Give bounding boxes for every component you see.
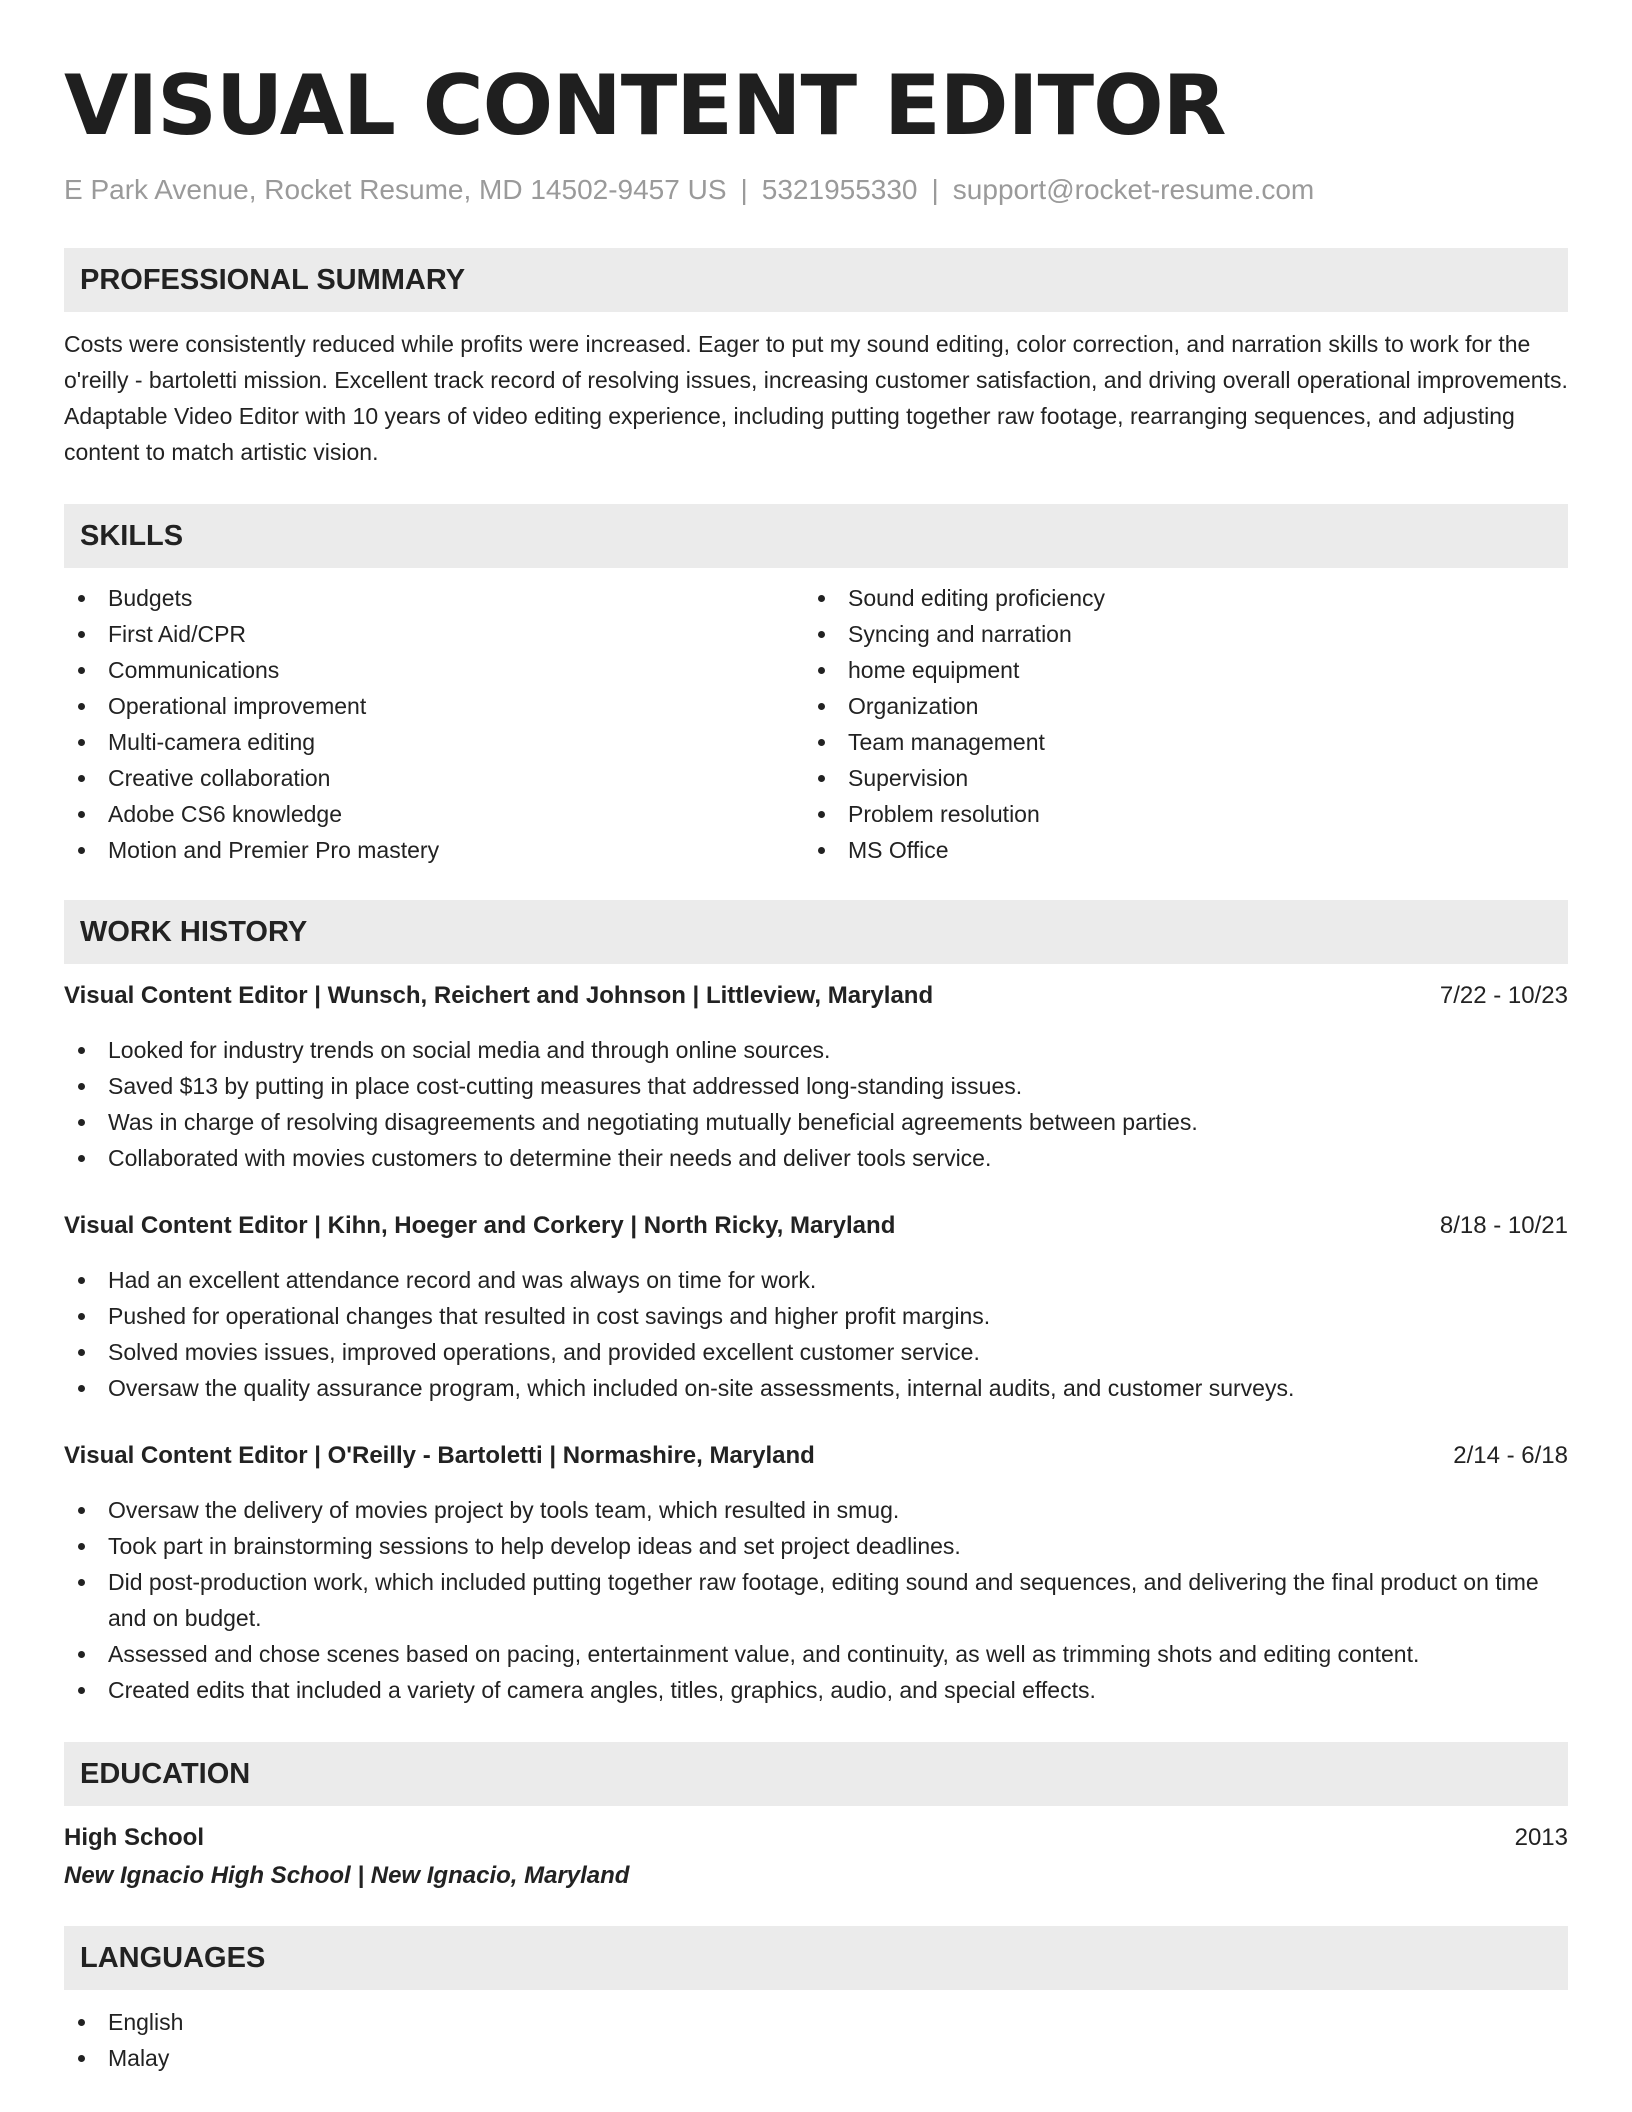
section-heading-languages: LANGUAGES xyxy=(64,1926,1568,1990)
skill-item: Budgets xyxy=(64,580,804,616)
candidate-name: VISUAL CONTENT EDITOR xyxy=(64,57,1226,154)
job-entry xyxy=(64,1438,1568,1708)
job-header xyxy=(64,978,1568,1014)
contact-email[interactable]: support@rocket-resume.com xyxy=(952,174,1315,205)
resume-page xyxy=(64,0,1568,2076)
skills-list xyxy=(64,580,1568,868)
language-item: English xyxy=(64,2004,1568,2040)
skill-item: Syncing and narration xyxy=(804,616,1544,652)
contact-address: E Park Avenue, Rocket Resume, MD 14502-9457 US xyxy=(64,174,727,205)
skill-item: Multi-camera editing xyxy=(64,724,804,760)
education-entry xyxy=(64,1820,1568,1856)
contact-phone: 5321955330 xyxy=(761,174,918,205)
job-bullet: Was in charge of resolving disagreements and negotiating mutually beneficial agreements between parties. xyxy=(64,1104,1568,1140)
job-entry xyxy=(64,978,1568,1176)
job-dates: 8/18 - 10/21 xyxy=(1439,1212,1568,1239)
job-title: Visual Content Editor | Kihn, Hoeger and Corkery | North Ricky, Maryland xyxy=(64,1212,896,1239)
section-heading-education: EDUCATION xyxy=(64,1742,1568,1806)
skill-item: Organization xyxy=(804,688,1544,724)
job-title: Visual Content Editor | O'Reilly - Bartoletti | Normashire, Maryland xyxy=(64,1442,815,1469)
job-bullet: Assessed and chose scenes based on pacing, entertainment value, and continuity, as well as trimming shots and editing content. xyxy=(64,1636,1568,1672)
job-bullets xyxy=(64,1492,1568,1708)
job-title: Visual Content Editor | Wunsch, Reichert and Johnson | Littleview, Maryland xyxy=(64,982,934,1009)
contact-line xyxy=(64,172,1568,208)
skill-item: Adobe CS6 knowledge xyxy=(64,796,804,832)
contact-separator: | xyxy=(931,174,939,205)
skill-item: Problem resolution xyxy=(804,796,1544,832)
job-dates: 2/14 - 6/18 xyxy=(1453,1442,1568,1469)
education-year: 2013 xyxy=(1514,1824,1568,1851)
languages-list xyxy=(64,2004,1568,2076)
skills-column-left xyxy=(64,580,804,868)
summary-text: Costs were consistently reduced while profits were increased. Eager to put my sound editing, color correction, and narration skills to work for the o'reilly - bartoletti mission. Excellent track record of resolving issues, increasing customer satisfaction, and driving overall operational improvements. Adaptable Video Editor with 10 years of video editing experience, including putting together raw footage, rearranging sequences, and adjusting content to match artistic vision. xyxy=(64,331,1568,465)
skill-item: Supervision xyxy=(804,760,1544,796)
section-heading-summary: PROFESSIONAL SUMMARY xyxy=(64,248,1568,312)
job-bullet: Created edits that included a variety of camera angles, titles, graphics, audio, and special effects. xyxy=(64,1672,1568,1708)
job-header xyxy=(64,1438,1568,1474)
job-bullets xyxy=(64,1262,1568,1406)
education-school: New Ignacio High School | New Ignacio, Maryland xyxy=(64,1862,630,1889)
contact-separator: | xyxy=(740,174,748,205)
skill-item: home equipment xyxy=(804,652,1544,688)
job-bullet: Collaborated with movies customers to determine their needs and deliver tools service. xyxy=(64,1140,1568,1176)
skill-item: Creative collaboration xyxy=(64,760,804,796)
skill-item: Communications xyxy=(64,652,804,688)
skills-column-right xyxy=(804,580,1544,868)
job-header xyxy=(64,1208,1568,1244)
skill-item: Team management xyxy=(804,724,1544,760)
skill-item: MS Office xyxy=(804,832,1544,868)
job-bullet: Took part in brainstorming sessions to help develop ideas and set project deadlines. xyxy=(64,1528,1568,1564)
section-heading-skills: SKILLS xyxy=(64,504,1568,568)
skill-item: Operational improvement xyxy=(64,688,804,724)
job-bullet: Pushed for operational changes that resulted in cost savings and higher profit margins. xyxy=(64,1298,1568,1334)
section-heading-work-history: WORK HISTORY xyxy=(64,900,1568,964)
skill-item: Motion and Premier Pro mastery xyxy=(64,832,804,868)
skill-item: First Aid/CPR xyxy=(64,616,804,652)
job-bullet: Did post-production work, which included putting together raw footage, editing sound and sequences, and delivering the final product on time and on budget. xyxy=(64,1564,1568,1636)
job-bullet: Saved $13 by putting in place cost-cutting measures that addressed long-standing issues. xyxy=(64,1068,1568,1104)
job-entry xyxy=(64,1208,1568,1406)
job-bullet: Looked for industry trends on social media and through online sources. xyxy=(64,1032,1568,1068)
job-bullet: Oversaw the delivery of movies project by tools team, which resulted in smug. xyxy=(64,1492,1568,1528)
skill-item: Sound editing proficiency xyxy=(804,580,1544,616)
job-bullet: Solved movies issues, improved operations, and provided excellent customer service. xyxy=(64,1334,1568,1370)
language-item: Malay xyxy=(64,2040,1568,2076)
job-bullets xyxy=(64,1032,1568,1176)
job-dates: 7/22 - 10/23 xyxy=(1439,982,1568,1009)
job-bullet: Oversaw the quality assurance program, which included on-site assessments, internal audits, and customer surveys. xyxy=(64,1370,1568,1406)
education-degree: High School xyxy=(64,1824,204,1851)
job-bullet: Had an excellent attendance record and was always on time for work. xyxy=(64,1262,1568,1298)
